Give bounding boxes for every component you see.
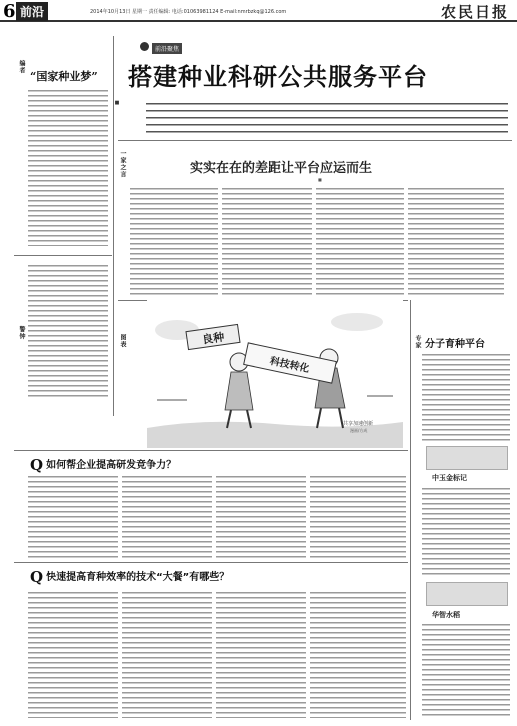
sub-headline: 实实在在的差距让平台应运而生 bbox=[190, 161, 373, 176]
lead-tag: ■ bbox=[114, 100, 120, 106]
cartoon-word-1: 良种 bbox=[201, 330, 226, 347]
q1-text-col3 bbox=[216, 474, 306, 558]
question-heading-1 bbox=[30, 456, 176, 474]
section-badge: 前沿聚焦 bbox=[152, 43, 182, 54]
article-text-col2 bbox=[222, 186, 312, 296]
question-2-text: 快速提高育种效率的技术“大餐”有哪些？ bbox=[46, 572, 230, 583]
main-headline: 搭建种业科研公共服务平台 bbox=[128, 62, 428, 91]
question-mark-icon: Q bbox=[30, 568, 44, 586]
cartoon-word-2: 科技转化 bbox=[268, 355, 311, 375]
right-subtitle-2: 华智水稻 bbox=[432, 610, 460, 619]
side-label-opinion: 一家之言 bbox=[119, 150, 126, 178]
left-column-title: “国家种业梦” bbox=[30, 70, 98, 83]
right-photo-2 bbox=[426, 582, 508, 606]
badge-icon bbox=[140, 42, 149, 51]
question-1-text: 如何帮企业提高研发竞争力？ bbox=[46, 460, 177, 471]
right-subtitle-1: 中玉金标记 bbox=[432, 473, 467, 482]
article-text-col4 bbox=[408, 186, 504, 296]
left-column-title-text: 国家种业梦 bbox=[36, 70, 92, 83]
column-divider bbox=[113, 36, 114, 416]
side-label-expert: 专家 bbox=[414, 335, 421, 349]
section-label: 前沿 bbox=[16, 2, 48, 21]
cartoon-credit: 漫画/方成 bbox=[350, 428, 368, 433]
q1-text-col2 bbox=[122, 474, 212, 558]
right-text-3 bbox=[422, 622, 510, 718]
right-column-title: 分子育种平台 bbox=[425, 339, 485, 350]
divider bbox=[14, 562, 408, 563]
column-divider bbox=[410, 300, 411, 720]
divider bbox=[118, 140, 512, 141]
divider bbox=[14, 255, 112, 256]
left-article-text bbox=[28, 88, 108, 246]
article-text-col1 bbox=[130, 186, 218, 296]
header-info: 2014年10月13日 星期一 责任编辑: 电话:01063981124 E-mail:nmrbzkq@126.com bbox=[90, 9, 287, 15]
masthead: 农民日报 bbox=[440, 3, 509, 21]
question-mark-icon: Q bbox=[30, 456, 44, 474]
left-article-text-2 bbox=[28, 263, 108, 398]
page-header bbox=[0, 0, 517, 22]
byline: ■ bbox=[318, 177, 322, 182]
divider bbox=[14, 450, 408, 451]
q2-text-col1 bbox=[28, 590, 118, 718]
q2-text-col2 bbox=[122, 590, 212, 718]
q2-text-col4 bbox=[310, 590, 406, 718]
right-photo-1 bbox=[426, 446, 508, 470]
q1-text-col1 bbox=[28, 474, 118, 558]
left-tag-editor: 编者 bbox=[18, 60, 25, 74]
cartoon-caption: 共享加速创新 bbox=[343, 421, 374, 427]
left-tag-alarm: 警钟 bbox=[18, 326, 25, 340]
side-label-chart: 图表 bbox=[119, 334, 126, 348]
question-heading-2 bbox=[30, 568, 229, 586]
right-text-1 bbox=[422, 352, 510, 444]
article-text-col3 bbox=[316, 186, 404, 296]
right-text-2 bbox=[422, 486, 510, 578]
lead-paragraph bbox=[146, 100, 508, 134]
page-number: 6 bbox=[3, 1, 16, 22]
q2-text-col3 bbox=[216, 590, 306, 718]
q1-text-col4 bbox=[310, 474, 406, 558]
